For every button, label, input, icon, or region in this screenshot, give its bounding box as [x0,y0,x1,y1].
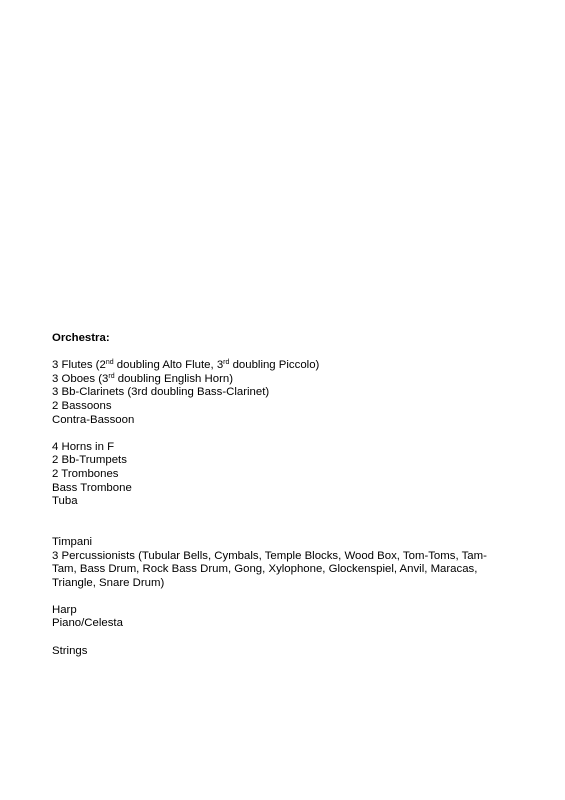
strings-line: Strings [52,644,88,657]
contrabassoon-line: Contra-Bassoon [52,413,135,426]
spacer [52,346,522,360]
spacer [52,590,522,604]
spacer [52,509,522,536]
horns-line: 4 Horns in F [52,440,115,453]
harp-line: Harp [52,603,77,616]
tuba-line: Tuba [52,495,78,508]
bass-trombone-line: Bass Trombone [52,481,132,494]
instrumentation-list [52,332,522,658]
keyboards-section [52,604,522,631]
timpani-line: Timpani [52,535,93,548]
percussion-section [52,536,522,590]
spacer [52,427,522,441]
percussionists-line: 3 Percussionists (Tubular Bells, Cymbals, Temple Blocks, Wood Box, Tom-Toms, Tam-Tam, Bass Drum, Rock Bass Drum, Gong, Xylophone, Glockenspiel, Anvil, Maracas, Triangle, Snare Drum) [52,549,487,589]
trombones-line: 2 Trombones [52,467,119,480]
trumpets-line: 2 Bb-Trumpets [52,454,127,467]
oboes-line: 3 Oboes (3rd doubling English Horn) [52,372,233,385]
orchestra-heading: Orchestra: [52,332,110,344]
clarinets-line: 3 Bb-Clarinets (3rd doubling Bass-Clarinet) [52,386,270,399]
flutes-line: 3 Flutes (2nd doubling Alto Flute, 3rd doubling Piccolo) [52,359,320,372]
bassoons-line: 2 Bassoons [52,399,112,412]
spacer [52,631,522,645]
brass-section [52,441,522,509]
woodwinds-section [52,359,522,427]
piano-celesta-line: Piano/Celesta [52,617,123,630]
